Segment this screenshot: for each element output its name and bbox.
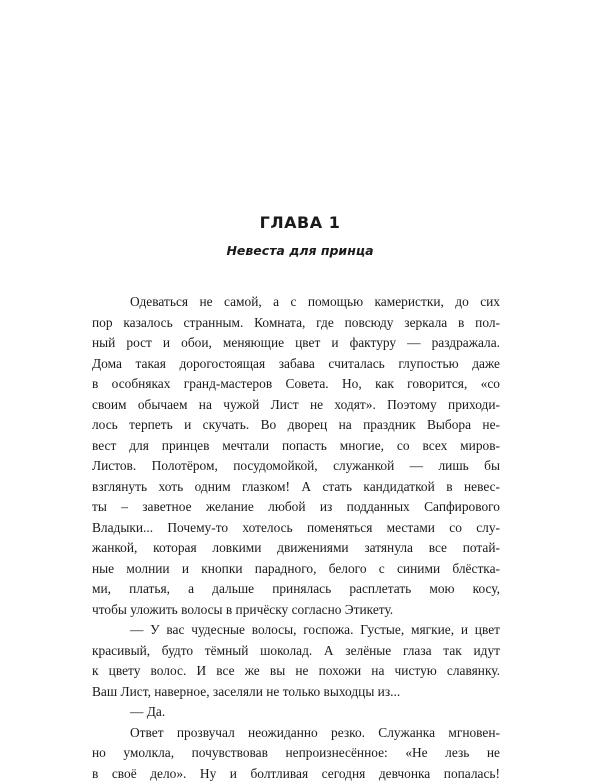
text-line: ный рост и обои, меняющие цвет и фактуру — раздражала. (92, 333, 500, 354)
text-line: взглянуть хоть одним глазком! А стать кандидаткой в невес- (92, 477, 500, 498)
text-line: Одеваться не самой, а с помощью камеристки, до сих (92, 292, 500, 313)
text-line: ты – заветное желание любой из подданных Сапфирового (92, 497, 500, 518)
text-line: в своё дело». Ну и болтливая сегодня девчонка попалась! (92, 764, 500, 784)
text-line: ные молнии и кнопки парадного, белого с синими блёстка- (92, 559, 500, 580)
text-line: к цвету волос. И все же вы не похожи на чистую славянку. (92, 661, 500, 682)
text-line: в особняках гранд-мастеров Совета. Но, как говорится, «со (92, 374, 500, 395)
text-line: Листов. Полотёром, посудомойкой, служанкой — лишь бы (92, 456, 500, 477)
text-line: жанкой, которая ловкими движениями затянула все потай- (92, 538, 500, 559)
text-line: но умолкла, почувствовав непроизнесённое: «Не лезь не (92, 743, 500, 764)
text-line: вест для принцев мечтали попасть многие, со всех миров- (92, 436, 500, 457)
text-line: Ваш Лист, наверное, заселяли не только выходцы из... (92, 682, 500, 703)
text-line: чтобы уложить волосы в причёску согласно Этикету. (92, 600, 500, 621)
chapter-title: ГЛАВА 1 (0, 213, 600, 232)
text-line: Дома такая дорогостоящая забава считалась глупостью даже (92, 354, 500, 375)
text-line: Владыки... Почему-то хотелось поменяться местами со слу- (92, 518, 500, 539)
text-line: лось терпеть и скучать. Во дворец на праздник Выбора не- (92, 415, 500, 436)
text-line: пор казалось странным. Комната, где повсюду зеркала в пол- (92, 313, 500, 334)
text-line: ми, платья, а дальше принялась расплетать мою косу, (92, 579, 500, 600)
chapter-body-text (92, 292, 500, 784)
text-line: — Да. (92, 702, 500, 723)
text-line: Ответ прозвучал неожиданно резко. Служанка мгновен- (92, 723, 500, 744)
text-line: красивый, будто тёмный шоколад. А зелёные глаза так идут (92, 641, 500, 662)
text-line: своим обычаем на чужой Лист не ходят». Поэтому приходи- (92, 395, 500, 416)
text-line: — У вас чудесные волосы, госпожа. Густые, мягкие, и цвет (92, 620, 500, 641)
chapter-subtitle: Невеста для принца (0, 243, 600, 258)
